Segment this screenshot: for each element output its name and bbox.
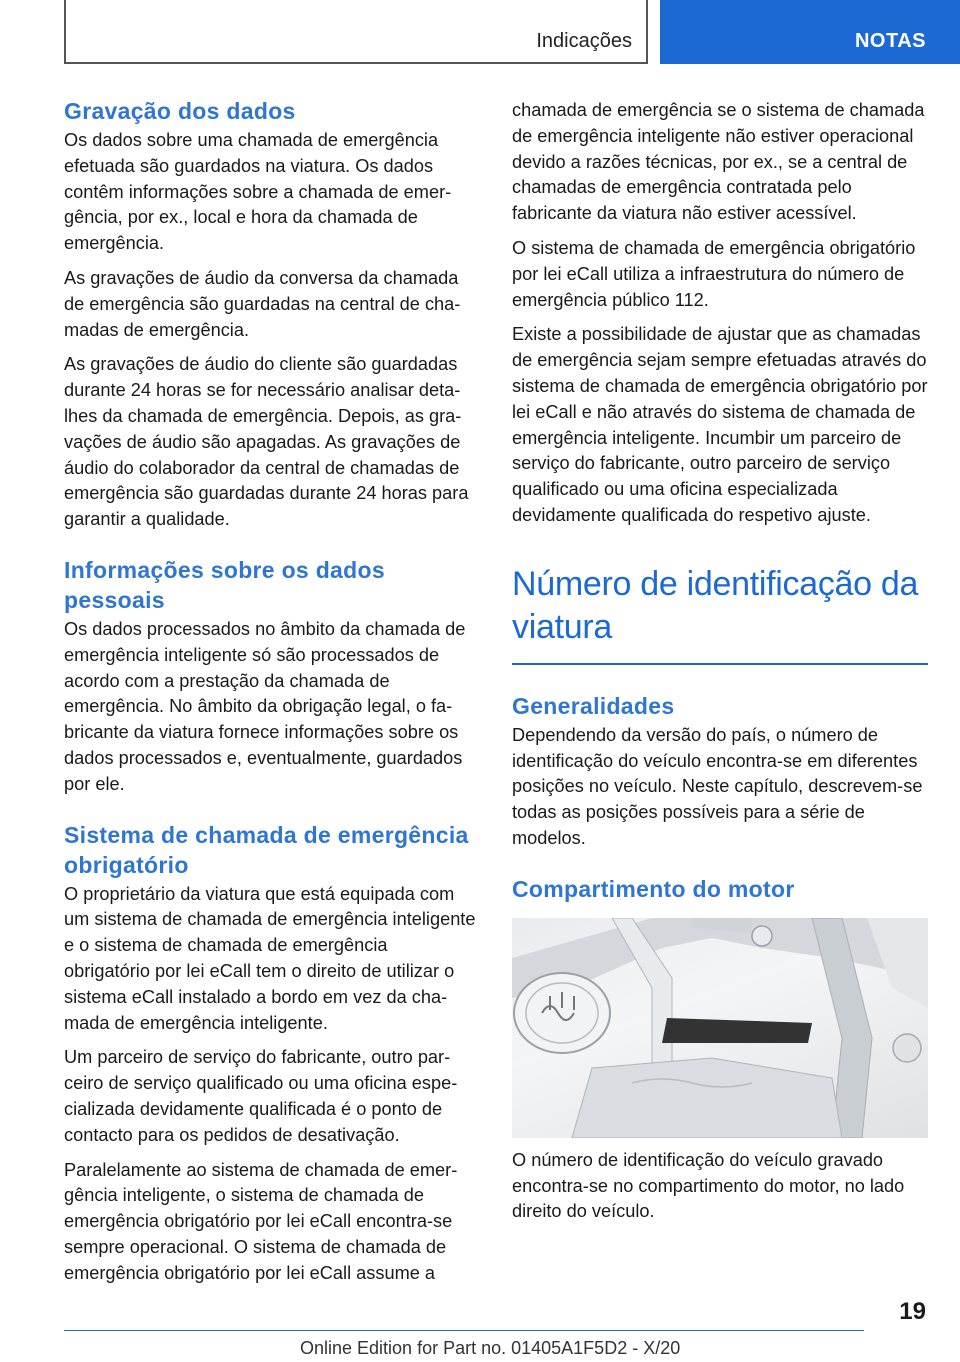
paragraph: O sistema de chamada de emergência obrigatório por lei eCall utiliza a infraestrutura do número de emergência público 112. <box>512 237 916 310</box>
paragraph: As gravações de áudio do cliente são guardadas durante 24 horas se for necessário analisar detalhes da chamada de emergência. Depois, as gravações de áudio são apagadas. As gravações de áudio do colaborador da central de chamadas de emergência são guardadas durante 24 horas para garantir a qualidade. <box>64 354 469 530</box>
paragraph: O número de identificação do veículo gravado encontra-se no compartimento do motor, no lado direito do veículo. <box>512 1149 905 1222</box>
header-section-box <box>64 0 648 64</box>
heading-sistema: Sistema de chamada de emergência obrigatório <box>64 821 469 878</box>
header-section-title: Indicações <box>536 30 632 52</box>
paragraph: As gravações de áudio da conversa da chamada de emergência são guardadas na central de chamadas de emergência. <box>64 267 461 340</box>
paragraph: Paralelamente ao sistema de chamada de emergência inteligente, o sistema de chamada de emergência obrigatório por lei eCall encontra-se sempre operacional. O sistema de chamada de emergência obrigatório por lei eCall assume a <box>64 1159 458 1283</box>
engine-compartment-illustration <box>512 918 928 1138</box>
left-column <box>64 96 478 1295</box>
paragraph: Existe a possibilidade de ajustar que as chamadas de emergência sejam sempre efetuadas através do sistema de chamada de emergência obrigatório por lei eCall e não através do sistema de chamada de emergência inteligente. Incumbir um parceiro de serviço do fabricante, outro parceiro de serviço qualificado ou uma oficina especializada devidamente qualificada do respetivo ajuste. <box>512 324 928 525</box>
paragraph: Os dados sobre uma chamada de emergência efetuada são guardados na viatura. Os dados contêm informações sobre a chamada de emergência, por ex., local e hora da chamada de emergência. <box>64 130 452 254</box>
heading-generalidades: Generalidades <box>512 692 675 719</box>
heading-gravacao: Gravação dos dados <box>64 98 296 124</box>
right-column <box>512 98 928 1234</box>
heading-compartimento: Compartimento do motor <box>512 875 795 902</box>
chapter-title: Número de identificação da viatura <box>512 564 919 646</box>
paragraph: chamada de emergência se o sistema de chamada de emergência inteligente não estiver operacional devido a razões técnicas, por ex., se a central de chamadas de emergência contratada pelo fabricante da viatura não estiver acessível. <box>512 100 925 224</box>
chapter-rule <box>512 663 928 665</box>
footer-edition: Online Edition for Part no. 01405A1F5D2 - X/20 <box>300 1338 681 1358</box>
page-number: 19 <box>899 1298 926 1325</box>
paragraph: Dependendo da versão do país, o número de identificação do veículo encontra-se em diferentes posições no veículo. Neste capítulo, descrevem-se todas as posições possíveis para a série de modelos. <box>512 724 923 848</box>
header-tab-notas <box>660 0 960 64</box>
footer-rule <box>64 1330 864 1331</box>
heading-informacoes: Informações sobre os dados pessoais <box>64 556 385 613</box>
paragraph: Um parceiro de serviço do fabricante, outro parceiro de serviço qualificado ou uma oficina especializada devidamente qualificada é o ponto de contacto para os pedidos de desativação. <box>64 1047 458 1145</box>
header-tab-label: NOTAS <box>854 30 926 52</box>
paragraph: O proprietário da viatura que está equipada com um sistema de chamada de emergência inteligente e o sistema de chamada de emergência obrigatório por lei eCall tem o direito de utilizar o sistema eCall instalado a bordo em vez da chamada de emergência inteligente. <box>64 883 476 1033</box>
engine-compartment-drawing <box>512 918 928 1138</box>
paragraph: Os dados processados no âmbito da chamada de emergência inteligente só são processados de acordo com a prestação da chamada de emergência. No âmbito da obrigação legal, o fabricante da viatura fornece informações sobre os dados processados e, eventualmente, guardados por ele. <box>64 618 466 794</box>
